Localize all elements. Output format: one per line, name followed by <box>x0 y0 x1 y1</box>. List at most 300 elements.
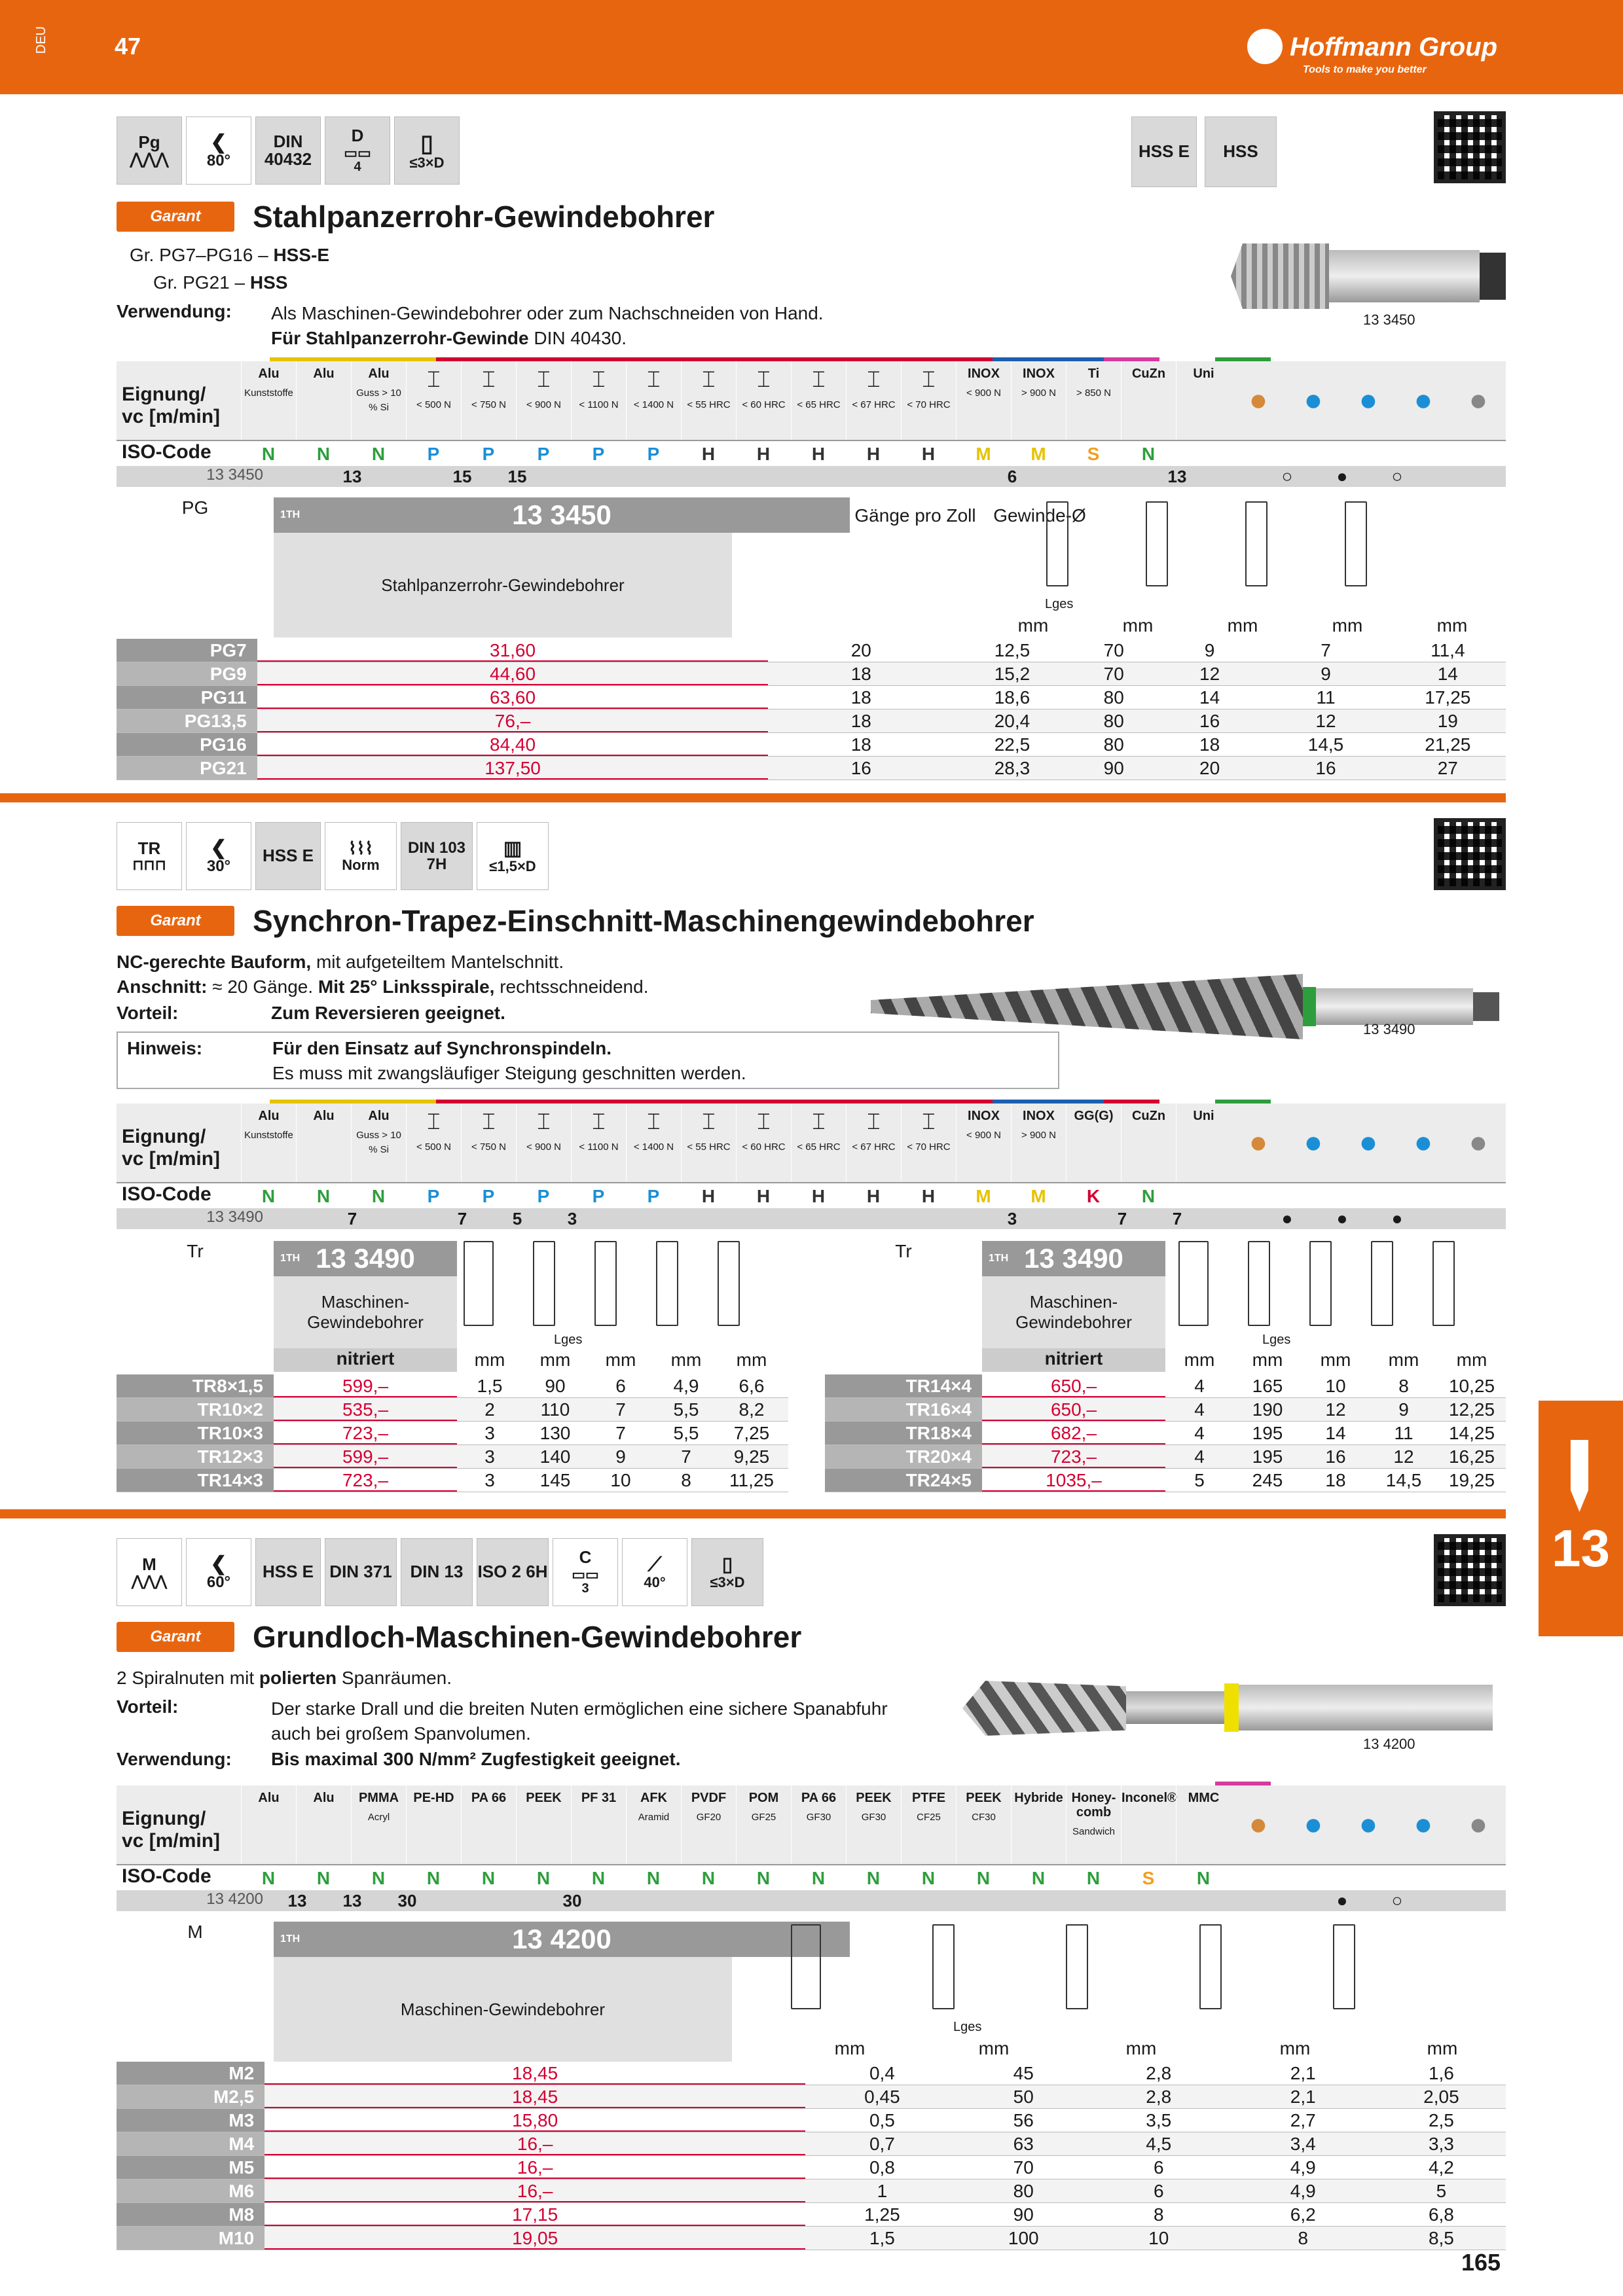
spec-a: 4 <box>1194 1399 1205 1420</box>
iso-code: H <box>811 444 826 464</box>
s3-advantage: Der starke Drall und die breiten Nuten ermöglichen eine sichere Spanabfuhr auch bei großem Spanvolumen. <box>271 1698 888 1744</box>
material-sublabel: < 1400 N <box>633 1141 674 1153</box>
iso-code: N <box>756 1868 771 1888</box>
material-col <box>1176 1785 1231 1864</box>
material-label: PEEK <box>856 1791 892 1805</box>
s2-icon-row <box>117 822 549 890</box>
shank-diameter-icon <box>1309 1241 1332 1326</box>
material-label: INOX <box>1023 367 1055 381</box>
material-label: Alu <box>313 1109 335 1123</box>
material-col <box>846 1785 901 1864</box>
steel-beam-icon: ⌶ <box>702 367 716 392</box>
air-icon: ● <box>1468 383 1488 418</box>
angle-icon: ❮ 80° <box>186 117 251 185</box>
cutting-speed <box>820 466 875 487</box>
size-label: PG7 <box>117 639 257 662</box>
iso-code: H <box>921 1186 936 1206</box>
brand-name: Hoffmann Group <box>1290 33 1498 62</box>
spec-b: 110 <box>540 1399 570 1420</box>
spec-a: 12 <box>1199 664 1220 684</box>
coolant-rating: ● <box>1336 1208 1348 1229</box>
cutting-speed <box>490 1890 545 1911</box>
table-row <box>117 2062 1506 2085</box>
spec-d: 12,5 <box>994 640 1030 660</box>
iso-code: P <box>537 444 550 464</box>
spec-e: 8,5 <box>1428 2228 1454 2248</box>
s1-icon-row <box>117 117 460 185</box>
brand-logo-icon <box>1247 29 1283 64</box>
spec-a: 16 <box>1199 711 1220 731</box>
material-sublabel: Acryl <box>367 1812 390 1823</box>
table-row <box>117 2109 1506 2132</box>
cutting-speed: 15 <box>452 467 472 486</box>
tr-thread-icon: TR ⊓⊓⊓ <box>117 822 182 890</box>
spec-d: 22,5 <box>994 734 1030 755</box>
spec-a: 1,25 <box>864 2204 900 2225</box>
material-sublabel: < 67 HRC <box>852 399 896 410</box>
brand-tagline: Tools to make you better <box>1303 64 1427 75</box>
tap-length-icon <box>932 1924 955 2009</box>
material-sublabel: Guss > 10 % Si <box>356 387 401 413</box>
steel-beam-icon: ⌶ <box>867 367 881 392</box>
steel-beam-icon: ⌶ <box>867 1109 881 1134</box>
iso-code: N <box>1086 1868 1101 1888</box>
spec-d: 4,9 <box>673 1376 699 1396</box>
price: 599,– <box>274 1445 457 1468</box>
material-sublabel: Aramid <box>638 1812 670 1823</box>
spec-d: 6,2 <box>1290 2204 1316 2225</box>
iso-code: H <box>866 444 881 464</box>
tap-length-icon <box>533 1241 555 1326</box>
size-label: TR16×4 <box>825 1398 982 1421</box>
table-row <box>117 1422 788 1445</box>
material-col <box>681 1103 736 1182</box>
cutting-speed: 7 <box>1117 1209 1127 1229</box>
size-label: M4 <box>117 2132 264 2155</box>
section-divider-2 <box>0 1509 1506 1518</box>
iso-code: H <box>866 1186 881 1206</box>
spec-g: 18 <box>850 687 871 708</box>
material-col <box>461 361 516 440</box>
spec-b: 14,5 <box>1307 734 1344 755</box>
material-sublabel: < 900 N <box>526 399 561 410</box>
iso-code: P <box>427 444 440 464</box>
cutting-speed <box>270 1208 325 1229</box>
material-col <box>1011 1785 1066 1864</box>
iso-code: M <box>976 444 991 464</box>
use-text: Als Maschinen-Gewindebohrer oder zum Nachschneiden von Hand. Für Stahlpanzerrohr-Gewinde DIN 40430. <box>271 303 824 348</box>
spec-e: 12,25 <box>1448 1399 1495 1420</box>
table-row <box>117 709 1506 733</box>
material-label: AFK <box>640 1791 668 1805</box>
material-label: MMC <box>1188 1791 1220 1805</box>
size-label: M2,5 <box>117 2085 264 2108</box>
spec-g: 16 <box>850 758 871 778</box>
spec-d: 2,1 <box>1290 2087 1316 2107</box>
steel-beam-icon: ⌶ <box>702 1109 716 1134</box>
s3-use-text: Bis maximal 300 N/mm² Zugfestigkeit geeignet. <box>271 1749 681 1769</box>
steel-beam-icon: ⌶ <box>922 1109 936 1134</box>
pitch-icon <box>791 1924 821 2009</box>
spec-b: 195 <box>1252 1423 1283 1443</box>
material-col <box>296 361 351 440</box>
hss-e-badge: HSS E <box>1131 117 1197 187</box>
cutting-speed <box>710 466 765 487</box>
square-icon <box>656 1241 678 1326</box>
use-label: Verwendung: <box>117 301 232 321</box>
iso-code: P <box>647 1186 660 1206</box>
material-col <box>736 1785 791 1864</box>
material-col <box>1176 1103 1231 1182</box>
material-col <box>681 1785 736 1864</box>
spec-e: 10,25 <box>1448 1376 1495 1396</box>
size-label: M5 <box>117 2156 264 2179</box>
spec-a: 3 <box>484 1423 495 1443</box>
steel-beam-icon: ⌶ <box>537 367 551 392</box>
iso-code: N <box>921 1868 936 1888</box>
steel-beam-icon: ⌶ <box>812 367 826 392</box>
s1-suitability-matrix: Eignung/ vc [m/min] Alu Kunststoffe Alu Alu Guss > 10 % Si ⌶ < 500 N ⌶ < 750 N ⌶ < 900 N ⌶ < 1100 N ⌶ < 1400 N ⌶ < 55 HRC ⌶ < 60 HRC ⌶ < 65 HRC ⌶ < 67 HRC ⌶ < 70 HRC INOX < 900 N INOX > 900 N Ti > 850 N CuZn Uni ● ● ● ● ● ISO-Code N N N P P P P P H H H H H M M S N 13 3450 13 15 15 6 13 ○ ● ○ <box>117 357 1506 487</box>
material-col <box>516 361 571 440</box>
material-col <box>791 1103 846 1182</box>
spec-c: 6 <box>1153 2157 1164 2178</box>
material-label: PF 31 <box>581 1791 617 1805</box>
cutting-speed: 7 <box>457 1209 467 1229</box>
cutting-speed <box>765 1890 820 1911</box>
price: 17,15 <box>264 2203 805 2226</box>
dry-icon: ● <box>1413 1807 1433 1842</box>
dry-icon: ● <box>1413 383 1433 418</box>
iso-code: S <box>1087 444 1100 464</box>
spec-a: 2 <box>484 1399 495 1420</box>
size-label: M3 <box>117 2109 264 2132</box>
angle-icon: ❮ 60° <box>186 1538 251 1606</box>
spec-c: 4,5 <box>1146 2134 1172 2154</box>
iso-code: N <box>1141 444 1156 464</box>
spec-a: 3 <box>484 1470 495 1490</box>
language-code: DEU <box>34 26 48 54</box>
steel-beam-icon: ⌶ <box>592 1109 606 1134</box>
air-icon: ● <box>1468 1807 1488 1842</box>
coolant-rating: ○ <box>1391 1890 1403 1910</box>
spec-b: 11 <box>1316 687 1336 708</box>
material-sublabel: < 65 HRC <box>797 1141 841 1153</box>
spec-e: 2,5 <box>1428 2110 1454 2130</box>
steel-beam-icon: ⌶ <box>482 367 496 392</box>
price: 650,– <box>982 1398 1165 1421</box>
s2-advantage: Zum Reversieren geeignet. <box>271 1003 505 1023</box>
spec-a: 18 <box>1199 734 1220 755</box>
cutting-speed <box>930 466 985 487</box>
spec-g: 18 <box>850 711 871 731</box>
table-row <box>825 1374 1506 1398</box>
material-sublabel: > 900 N <box>1021 1130 1056 1141</box>
spec-d: 28,3 <box>994 758 1030 778</box>
spec-d: 8 <box>1298 2228 1309 2248</box>
material-sublabel: Guss > 10 % Si <box>356 1130 401 1155</box>
material-sublabel: GF30 <box>861 1812 886 1823</box>
cutting-speed: 5 <box>512 1209 522 1229</box>
material-col <box>1011 1103 1066 1182</box>
spec-b: 63 <box>1013 2134 1034 2154</box>
material-label: INOX <box>1023 1109 1055 1123</box>
material-col <box>736 1103 791 1182</box>
s3-advantage-label: Vorteil: <box>117 1696 179 1717</box>
material-col <box>736 361 791 440</box>
spec-c: 11,4 <box>1431 640 1465 660</box>
table-row <box>825 1445 1506 1469</box>
square-icon <box>1371 1241 1393 1326</box>
cutting-speed <box>1205 1208 1260 1229</box>
spec-b: 80 <box>1013 2181 1034 2201</box>
cutting-speed <box>380 466 435 487</box>
material-label: INOX <box>968 1109 1000 1123</box>
iso-code: P <box>537 1186 550 1206</box>
material-col <box>571 1103 626 1182</box>
spec-l: 70 <box>1103 640 1124 660</box>
qr-code-icon[interactable] <box>1434 111 1506 183</box>
emulsion-drop-icon: ● <box>1304 383 1323 418</box>
shank-diameter-icon <box>594 1241 617 1326</box>
size-label: TR20×4 <box>825 1445 982 1468</box>
coolant-rating: ● <box>1336 1890 1348 1910</box>
size-line-1: Gr. PG7–PG16 – HSS-E <box>130 245 330 265</box>
spec-b: 165 <box>1252 1376 1283 1396</box>
steel-beam-icon: ⌶ <box>427 367 441 392</box>
s3-use-label: Verwendung: <box>117 1749 232 1769</box>
angle-icon: ❮ 30° <box>186 822 251 890</box>
iso-code: P <box>482 1186 495 1206</box>
hss-badge: HSS <box>1205 117 1277 187</box>
spec-d: 5,5 <box>673 1423 699 1443</box>
material-col <box>1066 1103 1121 1182</box>
table-row <box>117 2179 1506 2203</box>
cutting-speed: 3 <box>1007 1209 1017 1229</box>
tool-image <box>962 1668 1512 1746</box>
product-title: Stahlpanzerrohr-Gewindebohrer <box>253 200 715 234</box>
shank-diameter-icon <box>1146 501 1168 586</box>
spec-e: 7,25 <box>733 1423 770 1443</box>
spec-c: 7 <box>615 1423 626 1443</box>
table-row <box>825 1469 1506 1492</box>
tool-article-number: 13 3450 <box>1363 312 1415 328</box>
iso-code: N <box>426 1868 441 1888</box>
material-col <box>406 361 461 440</box>
cutting-speed <box>1095 466 1150 487</box>
cutting-speed: 3 <box>567 1209 577 1229</box>
table-row <box>825 1398 1506 1422</box>
spec-d: 8 <box>1398 1376 1409 1396</box>
iso-code: N <box>316 444 331 464</box>
material-col <box>846 1103 901 1182</box>
material-col <box>956 1785 1011 1864</box>
spec-e: 4,2 <box>1428 2157 1454 2178</box>
section-tab[interactable] <box>1539 1401 1623 1636</box>
material-col <box>1066 1785 1121 1864</box>
iso-code: H <box>921 444 936 464</box>
spec-e: 3,3 <box>1428 2134 1454 2154</box>
material-label: PA 66 <box>471 1791 507 1805</box>
spec-c: 6 <box>615 1376 626 1396</box>
qr-code-icon[interactable] <box>1434 1534 1506 1606</box>
material-sublabel: < 750 N <box>471 399 506 410</box>
s2-line-1: NC-gerechte Bauform, mit aufgeteiltem Mantelschnitt. <box>117 952 564 972</box>
material-col <box>956 1103 1011 1182</box>
iso-code: N <box>316 1868 331 1888</box>
spec-a: 5 <box>1194 1470 1205 1490</box>
pitch-icon <box>1178 1241 1209 1326</box>
steel-beam-icon: ⌶ <box>757 367 771 392</box>
material-sublabel: < 500 N <box>416 1141 451 1153</box>
price: 18,45 <box>264 2085 805 2108</box>
pitch-icon <box>464 1241 494 1326</box>
cutting-speed <box>820 1208 875 1229</box>
spec-d: 2,7 <box>1290 2110 1316 2130</box>
material-col <box>516 1785 571 1864</box>
spec-a: 1,5 <box>869 2228 895 2248</box>
spec-c: 16 <box>1325 1446 1346 1467</box>
spec-a: 3 <box>484 1446 495 1467</box>
size-label: TR18×4 <box>825 1422 982 1444</box>
spec-c: 21,25 <box>1425 734 1471 755</box>
spec-c: 10 <box>1325 1376 1346 1396</box>
steel-beam-icon: ⌶ <box>482 1109 496 1134</box>
spec-a: 20 <box>1199 758 1220 778</box>
cutting-speed <box>655 1890 710 1911</box>
size-label: TR8×1,5 <box>117 1374 274 1397</box>
iso-code: N <box>481 1868 496 1888</box>
cutting-speed <box>765 1208 820 1229</box>
material-col <box>461 1103 516 1182</box>
coolant-rating: ● <box>1391 1208 1403 1229</box>
size-label: PG21 <box>117 757 257 780</box>
spec-b: 12 <box>1315 711 1336 731</box>
size-label: M10 <box>117 2227 264 2250</box>
cutting-speed <box>655 1208 710 1229</box>
spec-b: 140 <box>539 1446 571 1467</box>
material-label: POM <box>748 1791 779 1805</box>
iso-code: N <box>646 1868 661 1888</box>
material-sublabel: CF30 <box>972 1812 996 1823</box>
cutting-speed: 13 <box>1167 467 1187 486</box>
cutting-speed <box>1040 1208 1095 1229</box>
iso-code: P <box>647 444 660 464</box>
cutting-speed: 7 <box>1172 1209 1182 1229</box>
cutting-speed: 15 <box>507 467 527 486</box>
cutting-speed <box>930 1208 985 1229</box>
material-label: Alu <box>258 1109 280 1123</box>
oil-drop-icon: ● <box>1249 1807 1268 1842</box>
iso-code: N <box>261 444 276 464</box>
price: 723,– <box>982 1445 1165 1468</box>
spec-d: 5,5 <box>673 1399 699 1420</box>
size-label: PG9 <box>117 662 257 685</box>
material-label: PVDF <box>691 1791 727 1805</box>
spec-a: 0,8 <box>869 2157 895 2178</box>
spec-c: 27 <box>1437 758 1458 778</box>
cutting-speed <box>820 1890 875 1911</box>
price: 18,45 <box>264 2062 805 2085</box>
cutting-speed <box>270 466 325 487</box>
cutting-speed <box>600 1890 655 1911</box>
spec-a: 4 <box>1194 1423 1205 1443</box>
price: 650,– <box>982 1374 1165 1397</box>
price: 723,– <box>274 1422 457 1444</box>
price: 1035,– <box>982 1469 1165 1492</box>
cutting-speed <box>930 1890 985 1911</box>
material-label: Alu <box>368 367 390 381</box>
s3-line-1: 2 Spiralnuten mit polierten Spanräumen. <box>117 1668 452 1688</box>
qr-code-icon[interactable] <box>1434 818 1506 890</box>
core-hole-icon <box>718 1241 740 1326</box>
cutting-speed: 13 <box>342 467 362 486</box>
cutting-speed: 7 <box>347 1209 357 1229</box>
iso-code: N <box>371 444 386 464</box>
material-sublabel: < 750 N <box>471 1141 506 1153</box>
iso-code: P <box>482 444 495 464</box>
iso-code: N <box>866 1868 881 1888</box>
material-label: PMMA <box>358 1791 399 1805</box>
cutting-speed <box>380 1208 435 1229</box>
depth-icon: ▯ ≤3×D <box>691 1538 763 1606</box>
material-label: PEEK <box>526 1791 562 1805</box>
material-col <box>351 1103 406 1182</box>
iso-code: N <box>316 1186 331 1206</box>
depth-icon: ▯ ≤3×D <box>394 117 460 185</box>
material-label: Alu <box>313 1791 335 1805</box>
material-label: PE-HD <box>413 1791 454 1805</box>
price: 682,– <box>982 1422 1165 1444</box>
material-col <box>351 1785 406 1864</box>
cutting-speed <box>875 466 930 487</box>
cutting-speed <box>710 1890 765 1911</box>
cutting-speed <box>985 1890 1040 1911</box>
iso-code: H <box>701 1186 716 1206</box>
material-sublabel: Kunststoffe <box>244 387 293 399</box>
material-sublabel: Kunststoffe <box>244 1130 293 1141</box>
spray-icon: ● <box>1359 383 1378 418</box>
size-label: TR14×3 <box>117 1469 274 1492</box>
iso-code: N <box>1196 1868 1211 1888</box>
material-sublabel: < 900 N <box>966 387 1001 399</box>
material-label: PEEK <box>966 1791 1002 1805</box>
s2-suitability-matrix: Eignung/ vc [m/min] Alu Kunststoffe Alu Alu Guss > 10 % Si ⌶ < 500 N ⌶ < 750 N ⌶ < 900 N ⌶ < 1100 N ⌶ < 1400 N ⌶ < 55 HRC ⌶ < 60 HRC ⌶ < 65 HRC ⌶ < 67 HRC ⌶ < 70 HRC INOX < 900 N INOX > 900 N GG(G) CuZn Uni ● ● ● ● ● ISO-Code N N N P P P P P H H H H H M M K N 13 3490 7 7 5 3 3 7 7 ● ● ● <box>117 1100 1506 1229</box>
spec-a: 0,45 <box>864 2087 900 2107</box>
material-sublabel: > 900 N <box>1021 387 1056 399</box>
iso-code: M <box>1030 444 1046 464</box>
material-col <box>571 1785 626 1864</box>
material-sublabel: < 70 HRC <box>907 399 951 410</box>
spec-d: 4,9 <box>1290 2157 1316 2178</box>
price: 31,60 <box>257 639 769 662</box>
spec-e: 6,8 <box>1428 2204 1454 2225</box>
cutting-speed <box>545 466 600 487</box>
material-col <box>296 1785 351 1864</box>
spec-b: 100 <box>1008 2228 1039 2248</box>
table-row <box>825 1422 1506 1445</box>
spec-d: 2,1 <box>1290 2063 1316 2083</box>
footer-page-number: 165 <box>1461 2249 1501 2276</box>
steel-beam-icon: ⌶ <box>922 367 936 392</box>
price: 723,– <box>274 1469 457 1492</box>
material-sublabel: GF25 <box>751 1812 776 1823</box>
helix-angle-icon: ⟋ 40° <box>622 1538 687 1606</box>
catalog-page-number: 47 <box>115 33 141 60</box>
spec-d: 11 <box>1394 1423 1413 1443</box>
spec-b: 50 <box>1013 2087 1034 2107</box>
spec-b: 7 <box>1321 640 1331 660</box>
core-hole-icon <box>1333 1924 1355 2009</box>
